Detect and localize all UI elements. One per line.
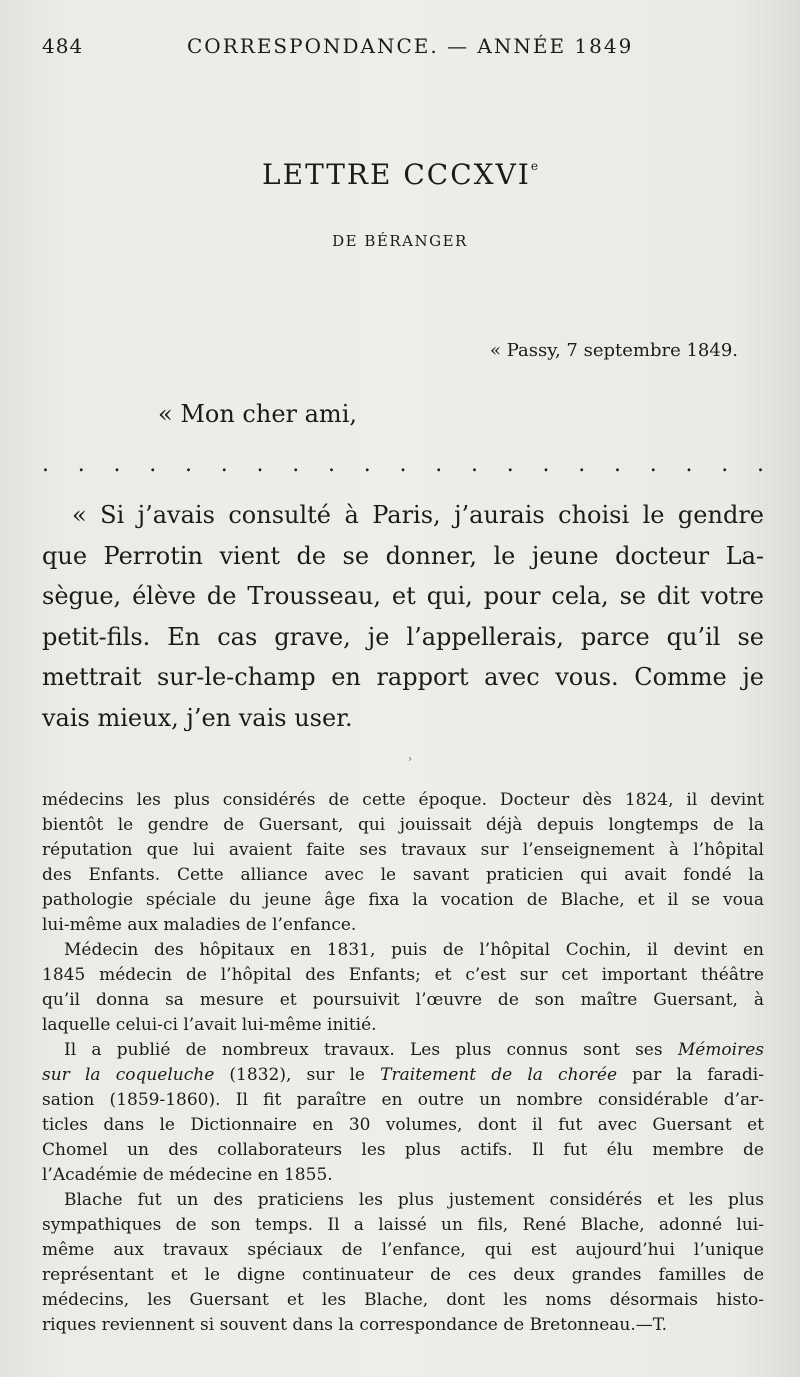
note-line: riques reviennent si souvent dans la correspondance de Bretonneau.—T. xyxy=(42,1315,667,1335)
note-line: médecins les plus considérés de cette époque. Docteur dès 1824, il devint xyxy=(42,790,764,810)
letter-title-superscript: e xyxy=(530,159,538,173)
note-line: même aux travaux spéciaux de l’enfance, qui est aujourd’hui l’unique xyxy=(42,1240,764,1260)
ellipsis-dot: . xyxy=(185,452,192,477)
note-text: Il a publié de nombreux travaux. Les plus connus sont ses xyxy=(64,1040,678,1060)
ellipsis-dot: . xyxy=(614,452,621,477)
ellipsis-dot: . xyxy=(578,452,586,477)
letter-line: que Perrotin vient de se donner, le jeune docteur La- xyxy=(42,541,764,570)
note-line: laquelle celui-ci l’avait lui-même initié. xyxy=(42,1015,377,1035)
note-line: Chomel un des collaborateurs les plus actifs. Il fut élu membre de xyxy=(42,1140,764,1160)
letter-line: mettrait sur-le-champ en rapport avec vous. Comme je xyxy=(42,663,764,691)
ellipsis-dot: . xyxy=(113,452,121,477)
ellipsis-dot: . xyxy=(328,452,335,477)
note-line: Médecin des hôpitaux en 1831, puis de l’hôpital Cochin, il devint en xyxy=(64,940,764,960)
ellipsis-dot: . xyxy=(649,452,657,477)
ellipsis-dot: . xyxy=(256,452,264,477)
note-line: ticles dans le Dictionnaire en 30 volumes, dont il fut avec Guersant et xyxy=(42,1115,764,1135)
note-line: des Enfants. Cette alliance avec le savant praticien qui avait fondé la xyxy=(42,865,764,885)
letter-line: petit-fils. En cas grave, je l’appellerais, parce qu’il se xyxy=(42,622,764,651)
note-italic-title: Traitement de la chorée xyxy=(380,1065,618,1085)
ellipsis-dot: . xyxy=(42,452,49,477)
note-text: (1832), sur le xyxy=(214,1065,381,1085)
letter-line: sègue, élève de Trousseau, et qui, pour cela, se dit votre xyxy=(42,582,764,610)
running-title: CORRESPONDANCE. — ANNÉE 1849 xyxy=(187,34,634,58)
ellipsis-dot: . xyxy=(363,452,371,477)
note-line: lui-même aux maladies de l’enfance. xyxy=(42,915,357,935)
note-line: qu’il donna sa mesure et poursuivit l’œuvre de son maître Guersant, à xyxy=(42,990,764,1010)
letter-line: « Si j’avais consulté à Paris, j’aurais choisi le gendre xyxy=(72,501,764,529)
note-line: Blache fut un des praticiens les plus justement considérés et les plus xyxy=(64,1190,764,1210)
note-line: sympathiques de son temps. Il a laissé un fils, René Blache, adonné lui- xyxy=(42,1215,764,1235)
ellipsis-dot: . xyxy=(506,452,514,477)
note-line: bientôt le gendre de Guersant, qui jouissait déjà depuis longtemps de la xyxy=(42,815,764,835)
note-line: médecins, les Guersant et les Blache, dont les noms désormais histo- xyxy=(42,1290,764,1310)
ellipsis-dot: . xyxy=(721,452,729,477)
ellipsis-dot: . xyxy=(77,452,85,477)
letter-body xyxy=(42,495,764,738)
letter-line: vais mieux, j’en vais user. xyxy=(42,703,353,732)
note-italic-title: Mémoires xyxy=(677,1040,764,1060)
letter-title-text: LETTRE CCCXVI xyxy=(262,158,531,191)
letter-dateline: « Passy, 7 septembre 1849. xyxy=(489,340,738,361)
ellipsis-dot: . xyxy=(292,452,300,477)
page-number: 484 xyxy=(42,34,84,58)
note-line: représentant et le digne continuateur de ces deux grandes familles de xyxy=(42,1265,764,1285)
note-line: l’Académie de médecine en 1855. xyxy=(42,1165,333,1185)
note-line: réputation que lui avaient faite ses travaux sur l’enseignement à l’hôpital xyxy=(42,840,764,860)
footnote-block xyxy=(42,788,764,1338)
letter-title xyxy=(0,158,800,191)
ellipsis-dot: . xyxy=(757,452,764,477)
page-header xyxy=(42,34,742,62)
print-mark: › xyxy=(408,754,412,765)
ellipsis-dot: . xyxy=(149,452,157,477)
note-line xyxy=(42,1038,764,1063)
note-italic-title: sur la coqueluche xyxy=(42,1065,215,1085)
note-line: 1845 médecin de l’hôpital des Enfants; et c’est sur cet important théâtre xyxy=(42,965,764,985)
ellipsis-dot: . xyxy=(471,452,478,477)
letter-salutation: « Mon cher ami, xyxy=(158,400,357,428)
note-line: pathologie spéciale du jeune âge fixa la vocation de Blache, et il se voua xyxy=(42,890,764,910)
note-text: par la faradi- xyxy=(617,1065,764,1085)
ellipsis-dot: . xyxy=(685,452,693,477)
note-line: sation (1859-1860). Il fit paraître en outre un nombre considérable d’ar- xyxy=(42,1090,764,1110)
ellipsis-dot: . xyxy=(399,452,407,477)
ellipsis-dot: . xyxy=(542,452,550,477)
ellipsis-dot: . xyxy=(220,452,228,477)
letter-subtitle: DE BÉRANGER xyxy=(332,232,468,250)
ellipsis-dot: . xyxy=(435,452,443,477)
note-line xyxy=(42,1063,764,1088)
ellipsis-dots xyxy=(42,452,764,477)
